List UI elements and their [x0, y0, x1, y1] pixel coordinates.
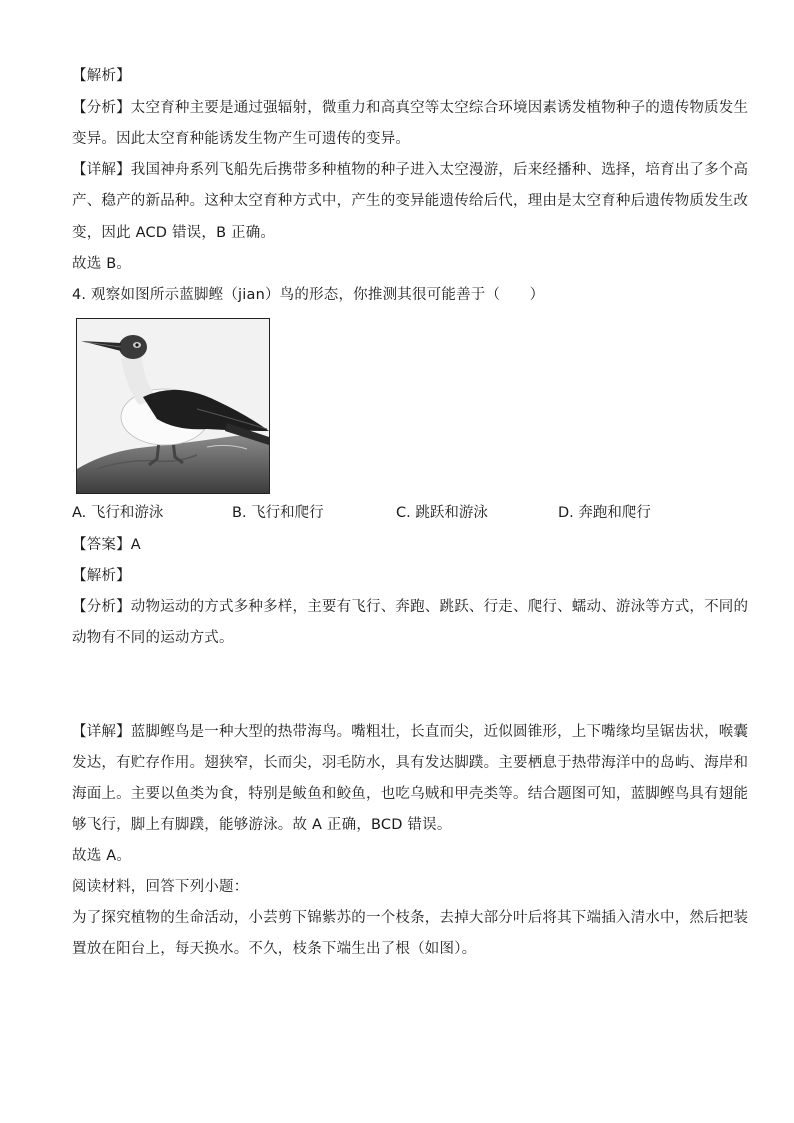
booby-bird-illustration [77, 319, 270, 494]
option-d[interactable]: D. 奔跑和爬行 [558, 505, 651, 521]
answer-line: 【答案】A [72, 537, 141, 553]
option-b[interactable]: B. 飞行和爬行 [232, 505, 324, 521]
conclusion-1: 故选 B。 [72, 256, 132, 272]
detail-text-5: 发达，有贮存作用。翅狭窄，长而尖，羽毛防水，具有发达脚蹼。主要栖息于热带海洋中的岛屿、海岸和 [72, 755, 749, 771]
option-a[interactable]: A. 飞行和游泳 [72, 505, 164, 521]
analysis-heading-2: 【解析】 [72, 568, 131, 584]
detail-text-7: 够飞行，脚上有脚蹼，能够游泳。故 A 正确，BCD 错误。 [72, 817, 452, 833]
detail-text-6: 海面上。主要以鱼类为食，特别是鲅鱼和鲛鱼，也吃乌贼和甲壳类等。结合题图可知，蓝脚鲣鸟具有翅能 [72, 786, 749, 802]
analysis-text-1: 【分析】太空育种主要是通过强辐射，微重力和高真空等太空综合环境因素诱发植物种子的遗传物质发生 [72, 100, 749, 116]
conclusion-2: 故选 A。 [72, 848, 132, 864]
answer-options [72, 503, 732, 523]
option-c[interactable]: C. 跳跃和游泳 [396, 505, 488, 521]
booby-bird-figure [76, 318, 270, 494]
detail-text-3: 变，因此 ACD 错误，B 正确。 [72, 225, 276, 241]
material-text-1: 为了探究植物的生命活动，小芸剪下锦紫苏的一个枝条，去掉大部分叶后将其下端插入清水中，然后把装 [72, 910, 749, 926]
analysis-heading-1: 【解析】 [72, 68, 131, 84]
analysis-text-2: 变异。因此太空育种能诱发生物产生可遗传的变异。 [72, 131, 411, 147]
analysis-text-4: 动物有不同的运动方式。 [72, 630, 234, 646]
question-4: 4. 观察如图所示蓝脚鲣（jian）鸟的形态，你推测其很可能善于（ ） [72, 287, 545, 303]
reading-prompt: 阅读材料，回答下列小题： [72, 879, 249, 895]
detail-text-4: 【详解】蓝脚鲣鸟是一种大型的热带海鸟。嘴粗壮，长直而尖，近似圆锥形，上下嘴缘均呈锯齿状，喉囊 [72, 724, 749, 740]
detail-text-2: 产、稳产的新品种。这种太空育种方式中，产生的变异能遗传给后代，理由是太空育种后遗传物质发生改 [72, 193, 749, 209]
detail-text-1: 【详解】我国神舟系列飞船先后携带多种植物的种子进入太空漫游，后来经播种、选择，培育出了多个高 [72, 162, 749, 178]
analysis-text-3: 【分析】动物运动的方式多种多样，主要有飞行、奔跑、跳跃、行走、爬行、蠕动、游泳等方式，不同的 [72, 599, 749, 615]
material-text-2: 置放在阳台上，每天换水。不久，枝条下端生出了根（如图）。 [72, 941, 477, 957]
